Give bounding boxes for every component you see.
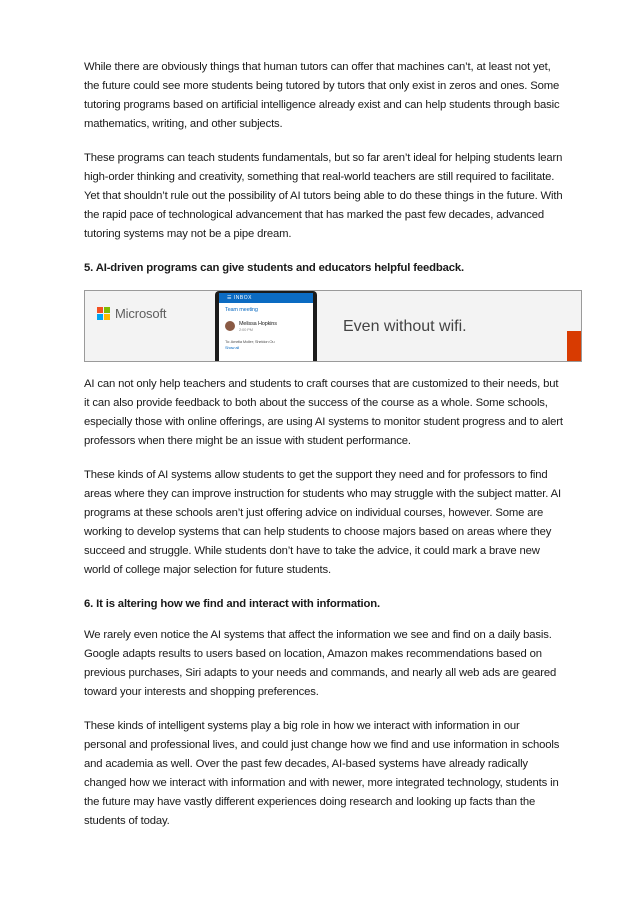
paragraph-intelligent-systems: These kinds of intelligent systems play a big role in how we interact with information in our personal and professional lives, and could just change how we find and use information in schools and academia as well. Over the past few decades, AI-based systems have already radically changed how we interact with information and with newer, more integrated technology, students in the future may have vastly different experiences doing research and looking up facts than the students of today.	[84, 720, 560, 827]
inbox-bar: ☰ INBOX	[219, 293, 313, 303]
paragraph-ai-daily-info: We rarely even notice the AI systems that affect the information we see and find on a daily basis. Google adapts results to users based on location, Amazon makes recommendations based on previous purchases, Siri adapts to your needs and commands, and nearly all web ads are geared toward your interests and shopping preferences.	[84, 629, 557, 698]
paragraph-support-majors: These kinds of AI systems allow students to get the support they need and for professors to find areas where they can improve instruction for students who may struggle with the subject matter. AI programs at these schools aren’t just offering advice on individual courses, however. Some are working to develop systems that can help students to choose majors based on areas where they succeed and struggle. While students don’t have to take the advice, it could mark a brave new world of college major selection for future students.	[84, 469, 561, 576]
microsoft-ad-banner[interactable]	[84, 290, 582, 362]
paragraph-tutoring-limits: These programs can teach students fundamentals, but so far aren’t ideal for helping students learn high-order thinking and creativity, something that real-world teachers are still required to facilitate. Yet that shouldn’t rule out the possibility of AI tutors being able to do these things in the future. With the rapid pace of technological advancement that has marked the past few decades, advanced tutoring systems may not be a pipe dream.	[84, 152, 563, 240]
avatar	[225, 321, 235, 331]
ad-brand-name: Microsoft	[115, 306, 167, 321]
paragraph-tutors-future: While there are obviously things that human tutors can offer that machines can’t, at least not yet, the future could see more students being tutored by tutors that only exist in zeros and ones. Some tutoring programs based on artificial intelligence already exist and can help students through basic mathematics, writing, and other subjects.	[84, 61, 560, 130]
ad-tagline: Even without wifi.	[343, 318, 467, 335]
paragraph-feedback-courses: AI can not only help teachers and students to craft courses that are customized to their needs, but it can also provide feedback to both about the success of the course as a whole. Some schools, especially those with online offerings, are using AI systems to monitor student progress and to alert professors when there might be an issue with student performance.	[84, 378, 563, 447]
show-all-link: Show all	[225, 345, 239, 350]
contact-name: Melissa Hopkins	[239, 321, 277, 327]
microsoft-logo-icon	[97, 307, 110, 320]
phone-screen	[219, 293, 313, 361]
phone-mockup	[215, 291, 317, 361]
meeting-subject: Team meeting	[225, 307, 258, 313]
inbox-label: INBOX	[233, 295, 252, 301]
contact-detail: 2:00 PM	[239, 327, 253, 332]
document-page	[84, 58, 564, 846]
recipients-line: To: Amelia Moller; Sheldon Ou	[225, 339, 275, 344]
ad-cta-button[interactable]	[567, 331, 581, 361]
section-heading-feedback: 5. AI-driven programs can give students and educators helpful feedback.	[84, 262, 465, 274]
section-heading-information: 6. It is altering how we find and interact with information.	[84, 598, 381, 610]
